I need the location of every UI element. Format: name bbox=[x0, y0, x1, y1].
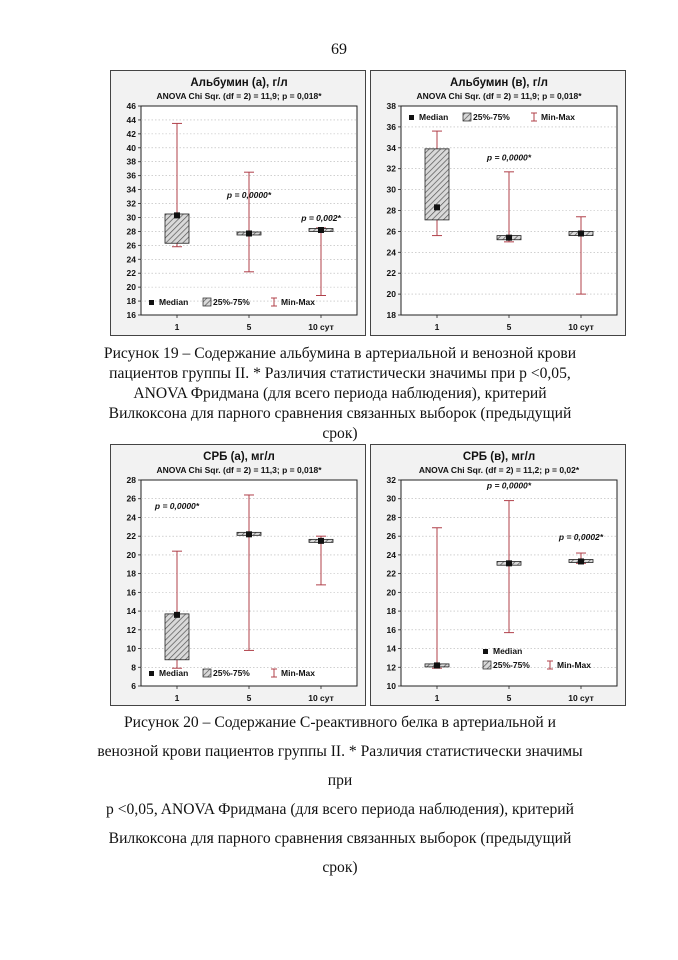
chart-crp-venous-svg bbox=[371, 445, 627, 707]
y-tick-label: 10 bbox=[386, 681, 396, 691]
x-tick-label: 1 bbox=[434, 322, 440, 332]
y-tick-label: 18 bbox=[126, 568, 136, 579]
chart-albumin-venous bbox=[370, 70, 626, 336]
y-tick-label: 10 bbox=[126, 643, 136, 654]
y-tick-label: 24 bbox=[386, 247, 396, 258]
y-tick-label: 8 bbox=[131, 662, 136, 673]
x-tick-label: 1 bbox=[174, 322, 180, 332]
median-marker bbox=[578, 230, 584, 236]
x-tick-label: 5 bbox=[506, 322, 512, 332]
y-tick-label: 14 bbox=[126, 606, 136, 617]
legend-label: 25%-75% bbox=[473, 112, 510, 122]
y-tick-label: 36 bbox=[126, 170, 136, 181]
p-value-annotation: p = 0,002* bbox=[301, 212, 341, 223]
y-tick-label: 18 bbox=[386, 606, 396, 617]
figure-20-caption-line: Вилкоксона для парного сравнения связанных выборок (предыдущий срок) bbox=[108, 830, 572, 876]
legend-label: Median bbox=[419, 112, 449, 122]
y-tick-label: 18 bbox=[126, 296, 136, 307]
y-tick-label: 14 bbox=[386, 643, 396, 654]
legend-box-swatch bbox=[203, 669, 211, 677]
legend-box-swatch bbox=[203, 298, 211, 306]
legend-box-swatch bbox=[463, 113, 471, 121]
y-tick-label: 20 bbox=[386, 289, 396, 300]
legend-label: Min-Max bbox=[281, 668, 315, 678]
y-tick-label: 30 bbox=[386, 493, 396, 504]
y-tick-label: 22 bbox=[126, 531, 136, 542]
x-tick-label: 10 сут bbox=[568, 693, 594, 703]
chart-title: Альбумин (а), г/л bbox=[190, 77, 288, 89]
y-tick-label: 36 bbox=[386, 121, 396, 132]
y-tick-label: 16 bbox=[126, 587, 136, 598]
x-tick-label: 1 bbox=[174, 693, 180, 703]
legend-label: 25%-75% bbox=[213, 668, 250, 678]
p-value-annotation: p = 0,0000* bbox=[486, 480, 532, 491]
legend-label: 25%-75% bbox=[493, 660, 530, 670]
y-tick-label: 30 bbox=[386, 184, 396, 195]
y-tick-label: 16 bbox=[386, 624, 396, 635]
median-marker bbox=[434, 204, 440, 210]
iqr-box bbox=[165, 614, 189, 660]
x-tick-label: 1 bbox=[434, 693, 440, 703]
p-value-annotation: p = 0,0000* bbox=[154, 501, 200, 512]
legend-label: Min-Max bbox=[541, 112, 575, 122]
legend-label: Min-Max bbox=[281, 297, 315, 307]
y-tick-label: 24 bbox=[386, 549, 396, 560]
y-tick-label: 38 bbox=[126, 156, 136, 167]
chart-title: СРБ (в), мг/л bbox=[462, 451, 536, 463]
median-marker bbox=[434, 662, 440, 668]
y-tick-label: 28 bbox=[386, 512, 396, 523]
x-tick-label: 10 сут bbox=[308, 322, 334, 332]
y-tick-label: 16 bbox=[126, 310, 136, 320]
y-tick-label: 26 bbox=[386, 531, 396, 542]
y-tick-label: 44 bbox=[126, 114, 136, 125]
chart-albumin-arterial bbox=[110, 70, 366, 336]
y-tick-label: 20 bbox=[126, 282, 136, 293]
p-value-annotation: p = 0,0000* bbox=[226, 189, 272, 200]
legend-median-swatch bbox=[409, 115, 414, 120]
legend-label: Median bbox=[159, 668, 189, 678]
x-tick-label: 10 сут bbox=[568, 322, 594, 332]
x-tick-label: 5 bbox=[246, 322, 252, 332]
y-tick-label: 12 bbox=[386, 662, 396, 673]
legend-median-swatch bbox=[149, 671, 154, 676]
y-tick-label: 38 bbox=[386, 101, 396, 111]
median-marker bbox=[578, 558, 584, 564]
chart-albumin-venous-svg bbox=[371, 71, 627, 337]
y-tick-label: 20 bbox=[386, 587, 396, 598]
median-marker bbox=[506, 235, 512, 241]
legend-label: Median bbox=[493, 646, 523, 656]
y-tick-label: 30 bbox=[126, 212, 136, 223]
legend-box-swatch bbox=[483, 661, 491, 669]
chart-albumin-arterial-svg bbox=[111, 71, 367, 337]
y-tick-label: 22 bbox=[386, 568, 396, 579]
y-tick-label: 26 bbox=[386, 226, 396, 237]
y-tick-label: 22 bbox=[126, 268, 136, 279]
chart-subtitle: ANOVA Chi Sqr. (df = 2) = 11,3; p = 0,018* bbox=[156, 465, 322, 475]
p-value-annotation: p = 0,0000* bbox=[486, 152, 532, 163]
median-marker bbox=[318, 538, 324, 544]
legend-label: Min-Max bbox=[557, 660, 591, 670]
chart-title: Альбумин (в), г/л bbox=[449, 77, 549, 89]
y-tick-label: 22 bbox=[386, 268, 396, 279]
y-tick-label: 24 bbox=[126, 254, 136, 265]
median-marker bbox=[318, 227, 324, 233]
x-tick-label: 5 bbox=[506, 693, 512, 703]
figure-20-caption-line: p <0,05, ANOVA Фридмана (для всего периода наблюдения), критерий bbox=[106, 801, 574, 818]
y-tick-label: 28 bbox=[386, 205, 396, 216]
median-marker bbox=[174, 212, 180, 218]
x-tick-label: 5 bbox=[246, 693, 252, 703]
y-tick-label: 6 bbox=[131, 681, 136, 691]
x-tick-label: 10 сут bbox=[308, 693, 334, 703]
legend-median-swatch bbox=[483, 649, 488, 654]
chart-crp-arterial-svg bbox=[111, 445, 367, 707]
y-tick-label: 26 bbox=[126, 240, 136, 251]
chart-subtitle: ANOVA Chi Sqr. (df = 2) = 11,9; p = 0,018* bbox=[416, 91, 582, 101]
median-marker bbox=[506, 560, 512, 566]
y-tick-label: 18 bbox=[386, 310, 396, 320]
y-tick-label: 32 bbox=[386, 163, 396, 174]
chart-crp-arterial bbox=[110, 444, 366, 706]
median-marker bbox=[246, 531, 252, 537]
y-tick-label: 32 bbox=[126, 198, 136, 209]
y-tick-label: 34 bbox=[386, 142, 396, 153]
chart-subtitle: ANOVA Chi Sqr. (df = 2) = 11,9; p = 0,018* bbox=[156, 91, 322, 101]
y-tick-label: 12 bbox=[126, 624, 136, 635]
y-tick-label: 20 bbox=[126, 549, 136, 560]
chart-title: СРБ (а), мг/л bbox=[203, 451, 275, 463]
y-tick-label: 24 bbox=[126, 512, 136, 523]
chart-crp-venous bbox=[370, 444, 626, 706]
page-number: 69 bbox=[331, 41, 347, 58]
y-tick-label: 32 bbox=[386, 475, 396, 485]
figure-19-caption: Рисунок 19 – Содержание альбумина в артериальной и венозной крови пациентов группы II. * Различия статистически значимы при p <0,05, ANOVA Фридмана (для всего периода наблюдения), критерий Вилкоксона для парного сравнения связанных выборок (предыдущий срок) bbox=[103, 345, 577, 442]
y-tick-label: 46 bbox=[126, 101, 136, 111]
figure-20-caption-line: венозной крови пациентов группы II. * Различия статистически значимы при bbox=[97, 743, 583, 789]
figure-20-caption bbox=[95, 708, 585, 882]
p-value-annotation: p = 0,0002* bbox=[558, 531, 604, 542]
y-tick-label: 34 bbox=[126, 184, 136, 195]
chart-subtitle: ANOVA Chi Sqr. (df = 2) = 11,2; p = 0,02* bbox=[418, 465, 580, 475]
median-marker bbox=[174, 612, 180, 618]
y-tick-label: 42 bbox=[126, 128, 136, 139]
y-tick-label: 28 bbox=[126, 475, 136, 485]
y-tick-label: 26 bbox=[126, 493, 136, 504]
legend-median-swatch bbox=[149, 300, 154, 305]
y-tick-label: 28 bbox=[126, 226, 136, 237]
y-tick-label: 40 bbox=[126, 142, 136, 153]
median-marker bbox=[246, 230, 252, 236]
figure-20-caption-line: Рисунок 20 – Содержание С-реактивного белка в артериальной и bbox=[123, 714, 557, 731]
legend-label: 25%-75% bbox=[213, 297, 250, 307]
legend-label: Median bbox=[159, 297, 189, 307]
